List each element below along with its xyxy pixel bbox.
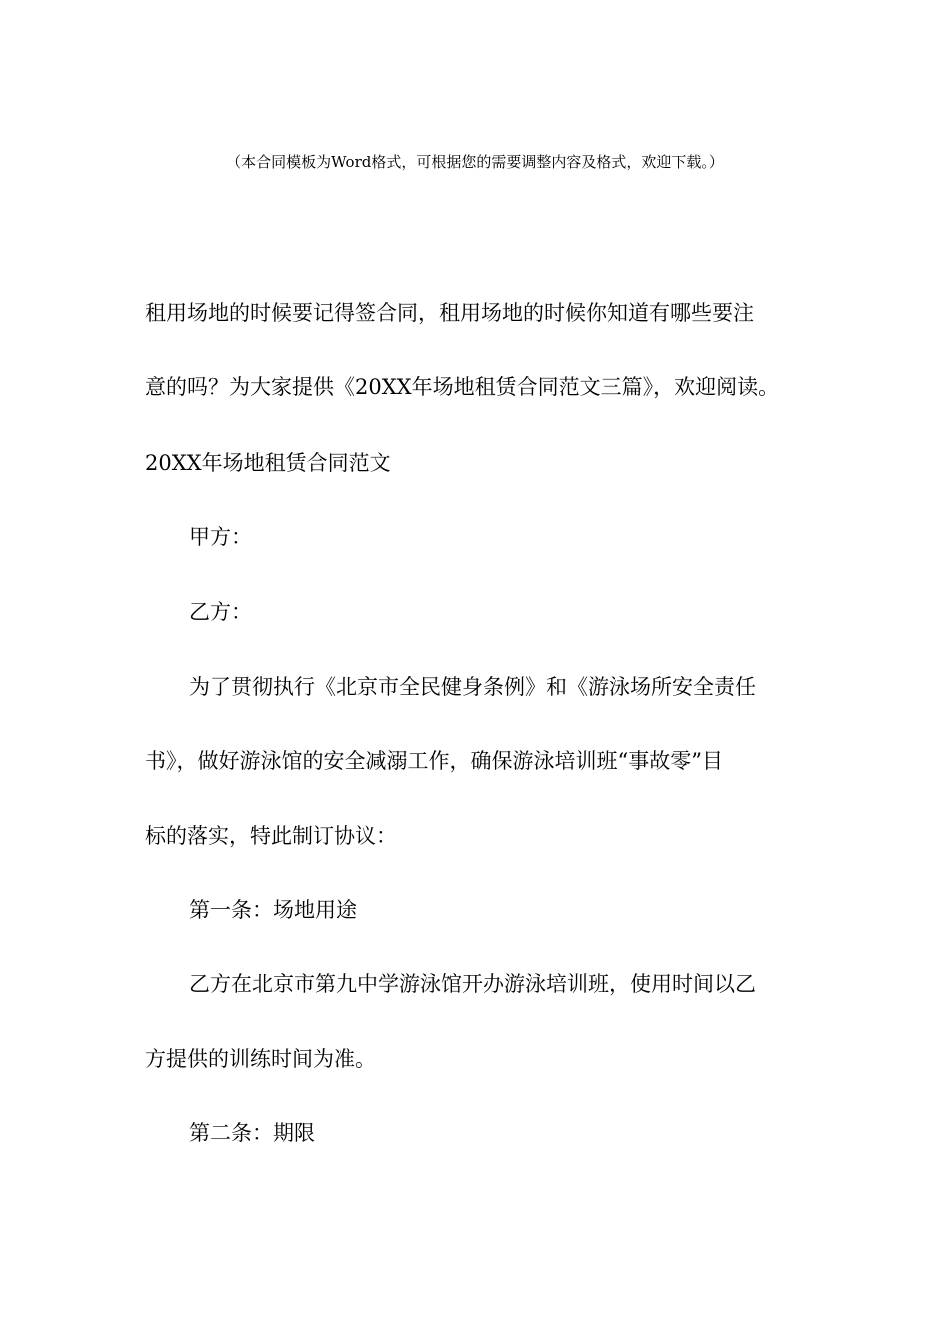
preamble-line-3: 标的落实，特此制订协议： xyxy=(145,824,397,848)
template-note: （本合同模板为Word格式，可根据您的需要调整内容及格式，欢迎下载。） xyxy=(226,153,724,171)
article-1-heading: 第一条：场地用途 xyxy=(189,898,357,922)
party-b-label: 乙方： xyxy=(189,600,252,624)
party-a-label: 甲方： xyxy=(189,525,252,549)
contract-title: 20XX年场地租赁合同范文 xyxy=(145,451,391,475)
article-1-line-2: 方提供的训练时间为准。 xyxy=(145,1047,376,1071)
intro-line-2: 意的吗？为大家提供《20XX年场地租赁合同范文三篇》，欢迎阅读。 xyxy=(145,375,780,399)
article-2-heading: 第二条：期限 xyxy=(189,1121,315,1145)
preamble-line-1: 为了贯彻执行《北京市全民健身条例》和《游泳场所安全责任 xyxy=(189,675,756,699)
intro-line-1: 租用场地的时候要记得签合同，租用场地的时候你知道有哪些要注 xyxy=(145,301,754,325)
article-1-line-1: 乙方在北京市第九中学游泳馆开办游泳培训班，使用时间以乙 xyxy=(189,972,756,996)
preamble-line-2: 书》，做好游泳馆的安全减溺工作，确保游泳培训班“事故零”目 xyxy=(145,749,723,773)
